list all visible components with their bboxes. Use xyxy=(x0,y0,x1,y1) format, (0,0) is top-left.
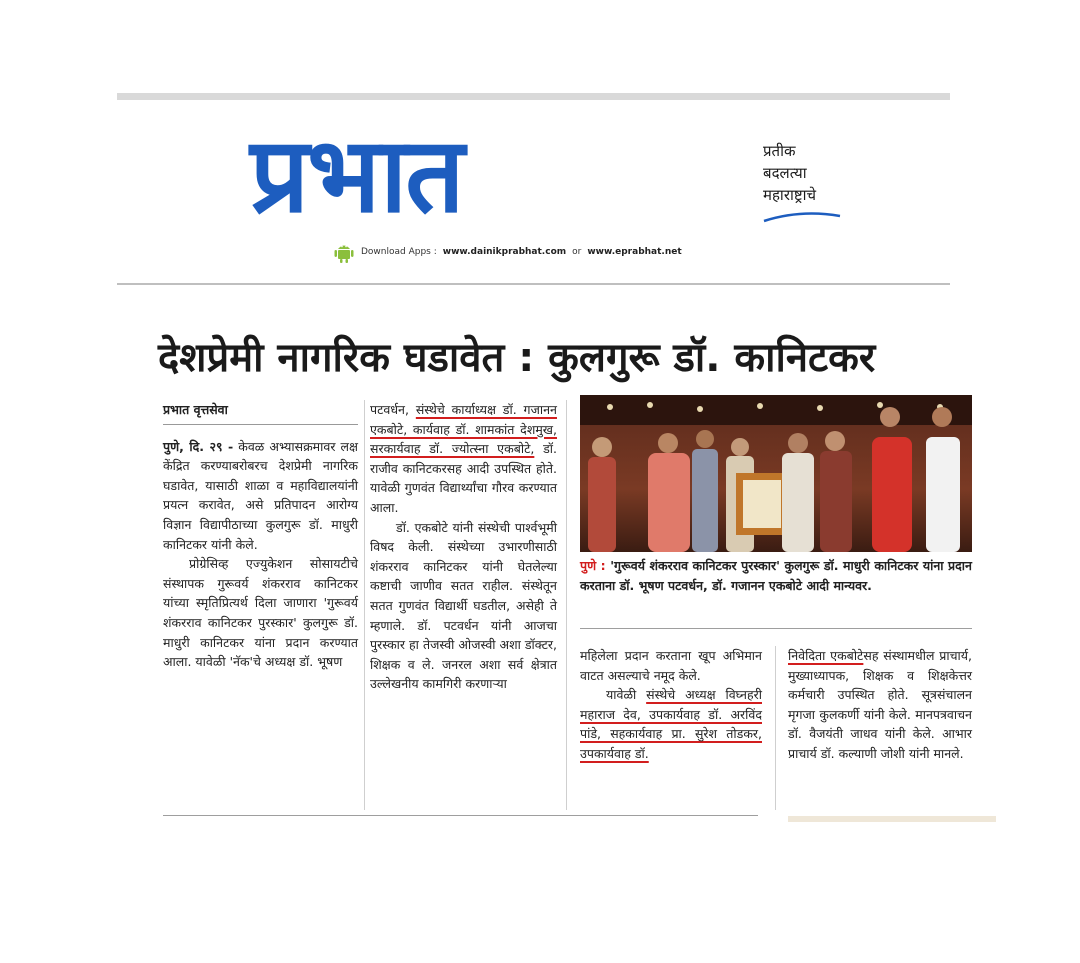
tagline-line-2: बदलत्या xyxy=(763,164,807,182)
caption-text: 'गुरूवर्य शंकरराव कानिटकर पुरस्कार' कुलगुरू डॉ. माधुरी कानिटकर यांना प्रदान करताना डॉ. भूषण पटवर्धन, डॉ. गजानन एकबोटे आदी मान्यवर. xyxy=(580,558,972,593)
column-divider xyxy=(364,400,365,810)
dateline: पुणे, दि. २९ - xyxy=(163,438,234,454)
tagline-line-3: महाराष्ट्राचे xyxy=(763,186,817,204)
event-photo xyxy=(580,395,972,552)
column-divider xyxy=(566,400,567,810)
article-headline: देशप्रेमी नागरिक घडावेत : कुलगुरू डॉ. कानिटकर xyxy=(158,335,876,381)
article-column-4 xyxy=(788,646,972,764)
photo-caption xyxy=(580,556,972,595)
masthead-tagline xyxy=(763,140,816,206)
masthead-logo: प्रभात xyxy=(250,114,463,236)
paragraph-5: महिलेला प्रदान करताना खूप अभिमान वाटत असल्याचे नमूद केले. xyxy=(580,648,762,683)
site-link-dainikprabhat[interactable]: www.dainikprabhat.com xyxy=(442,247,567,257)
highlighted-names-1: संस्थेचे कार्याध्यक्ष डॉ. गजानन एकबोटे, कार्यवाह डॉ. शामकांत देशमुख, सरकार्यवाह डॉ. ज्योत्स्ना एकबोटे, xyxy=(370,402,557,457)
byline-rule xyxy=(163,424,358,425)
android-icon xyxy=(333,240,355,264)
paragraph-6 xyxy=(580,685,762,763)
swoosh-icon xyxy=(762,210,842,224)
caption-rule xyxy=(580,628,972,629)
site-link-eprabhat[interactable]: www.eprabhat.net xyxy=(587,247,682,257)
paragraph-2: प्रोग्रेसिव्ह एज्युकेशन सोसायटीचे संस्थापक गुरूवर्य शंकरराव कानिटकर यांच्या स्मृतिप्रित्यर्थ दिला जाणारा 'गुरूवर्य शंकरराव कानिटकर पुरस्कार' कुलगुरू डॉ. माधुरी कानिटकर यांना प्रदान करण्यात आला. यावेळी 'नॅक'चे अध्यक्ष डॉ. भूषण xyxy=(163,556,358,670)
paragraph-6-start: यावेळी xyxy=(606,687,637,703)
bottom-rule xyxy=(163,815,758,816)
paragraph-7-text: सह संस्थामधील प्राचार्य, मुख्याध्यापक, शिक्षक व शिक्षकेत्तर कर्मचारी उपस्थित होते. सूत्रसंचालन मृगजा कुलकर्णी यांनी केले. मानपत्रवाचन डॉ. वैजयंती जाधव यांनी केले. आभार प्राचार्य डॉ. कल्याणी जोशी यांनी मानले. xyxy=(788,648,972,761)
download-apps-row xyxy=(333,240,682,264)
tagline-line-1: प्रतीक xyxy=(763,142,796,160)
or-label: or xyxy=(572,247,582,257)
masthead-rule xyxy=(117,283,950,285)
article-column-2 xyxy=(370,400,557,694)
paragraph-1-text: केवळ अभ्यासक्रमावर लक्ष केंद्रित करण्याबरोबरच देशप्रेमी नागरिक घडावेत, यासाठी शाळा व महाविद्यालयांनी प्रयत्न करावेत, असे प्रतिपादन आरोग्य विज्ञान विद्यापीठाच्या कुलगुरू डॉ. माधुरी कानिटकर यांनी केले. xyxy=(163,438,358,552)
top-bar xyxy=(117,93,950,100)
paragraph-1 xyxy=(163,437,358,555)
byline: प्रभात वृत्तसेवा xyxy=(163,402,228,417)
paragraph-7 xyxy=(788,646,972,764)
article-column-1 xyxy=(163,400,358,672)
paragraph-3-end: डॉ. राजीव कानिटकरसह आदी उपस्थित होते. यावेळी गुणवंत विद्यार्थ्यांचा गौरव करण्यात आला. xyxy=(370,441,557,515)
bottom-shade xyxy=(788,816,996,822)
column-divider xyxy=(775,646,776,810)
article-column-3 xyxy=(580,646,762,764)
paragraph-3-start: पटवर्धन, xyxy=(370,402,409,417)
paragraph-4: डॉ. एकबोटे यांनी संस्थेची पार्श्वभूमी विषद केली. संस्थेच्या उभारणीसाठी शंकरराव कानिटकर यांनी घेतलेल्या कष्टाची जाणीव सतत राहील. संस्थेतून सतत गुणवंत विद्यार्थी घडतील, असेही ते म्हणाले. डॉ. पटवर्धन यांनी आजचा पुरस्कार हा तेजस्वी ओजस्वी अशा डॉक्टर, शिक्षक व ले. जनरल अशा सर्व क्षेत्रात उल्लेखनीय कामगिरी करणाऱ्या xyxy=(370,519,557,692)
highlighted-names-2: संस्थेचे अध्यक्ष विघ्नहरी महाराज देव, उपकार्यवाह डॉ. अरविंद पांडे, सहकार्यवाह प्रा. सुरेश तोडकर, उपकार्यवाह डॉ. xyxy=(580,687,762,761)
paragraph-3 xyxy=(370,400,557,518)
download-label: Download Apps : xyxy=(361,247,437,257)
caption-place: पुणे : xyxy=(580,558,606,573)
highlighted-names-3: निवेदिता एकबोटे xyxy=(788,648,864,663)
